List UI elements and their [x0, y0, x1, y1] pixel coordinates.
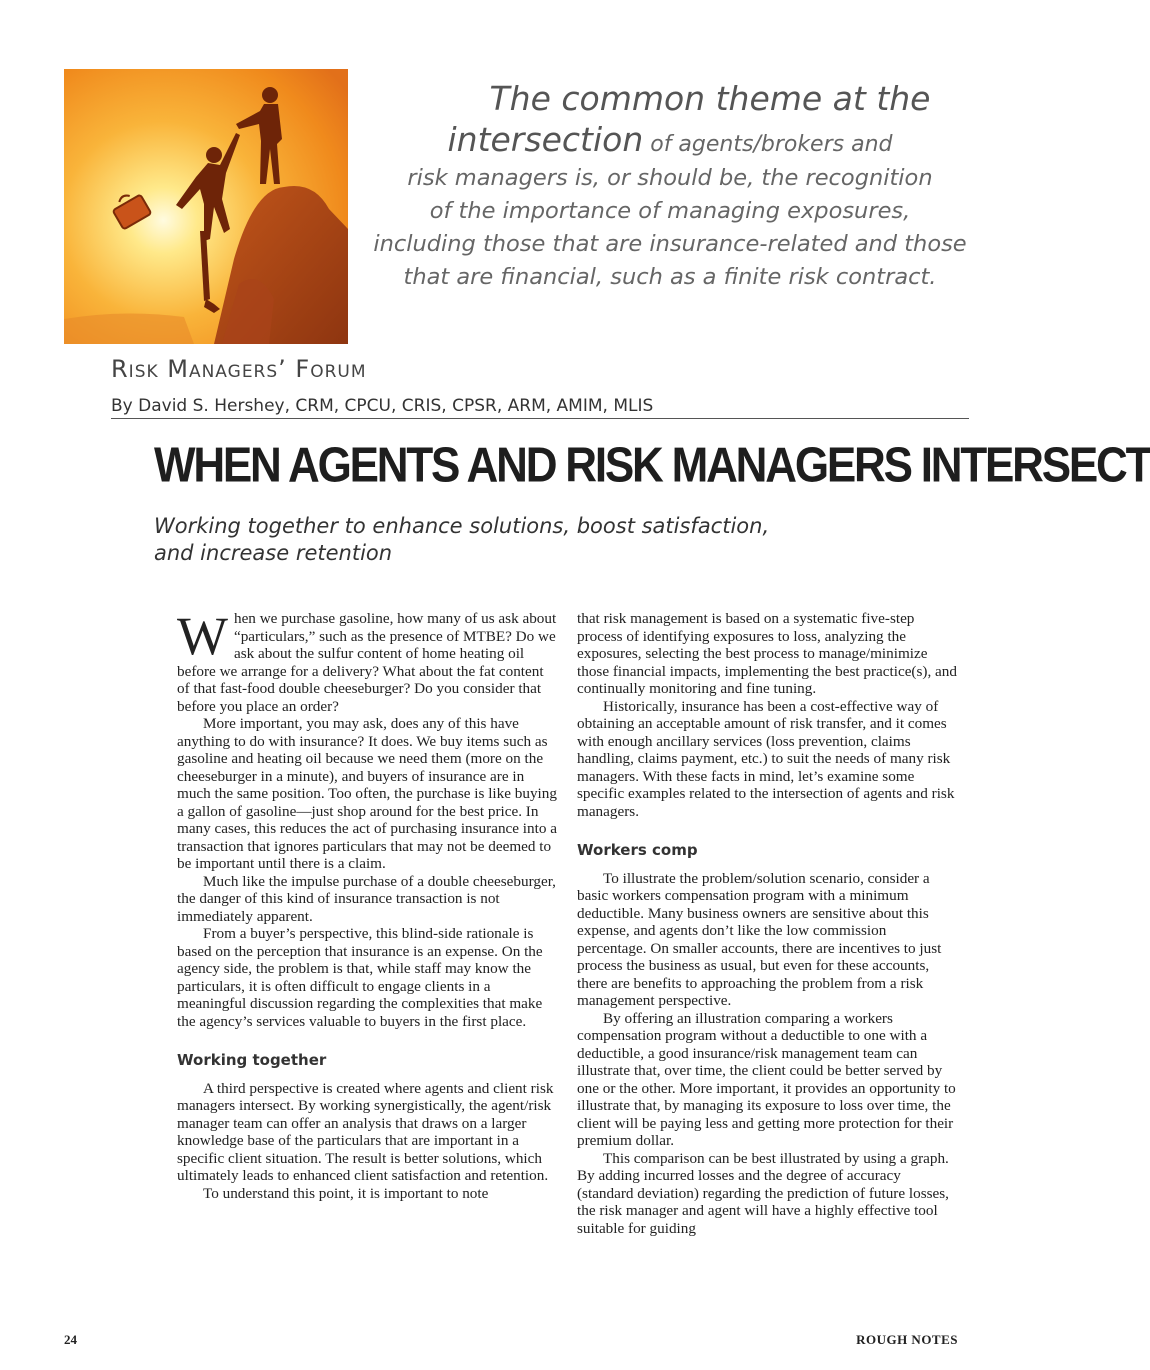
- section-title: Risk Managers’ Forum: [111, 355, 367, 383]
- pull-quote-line: of the importance of managing exposures,: [429, 198, 911, 224]
- drop-cap: W: [177, 606, 228, 666]
- publication-name: ROUGH NOTES: [856, 1332, 958, 1347]
- page-number: 24: [64, 1332, 77, 1347]
- pull-quote-line: that are financial, such as a finite risk contract.: [403, 264, 937, 290]
- paragraph: To understand this point, it is important to note: [203, 1184, 489, 1202]
- paragraph: This comparison can be best illustrated by using a graph. By adding incurred losses and the degree of accuracy (standard deviation) regarding the prediction of future losses, the risk manager and agent will have a highly effective tool suitable for guiding: [577, 1149, 949, 1237]
- pull-quote-line: risk managers is, or should be, the recognition: [407, 165, 933, 191]
- subheading-workers-comp: Workers comp: [577, 841, 698, 859]
- pull-quote: [370, 80, 970, 294]
- subheading-working-together: Working together: [177, 1051, 327, 1069]
- paragraph: A third perspective is created where agents and client risk managers intersect. By working synergistically, the agent/risk manager team can offer an analysis that draws on a larger knowledge base of the particulars that are important in a specific client situation. The result is better solutions, which ultimately leads to enhanced client satisfaction and retention.: [177, 1079, 554, 1184]
- paragraph: To illustrate the problem/solution scenario, consider a basic workers compensation program with a minimum deductible. Many business owners are sensitive about this expense, and agents don’t like the low commission percentage. On smaller accounts, there are incentives to just process the business as usual, but even for these accounts, there are benefits to approaching the problem from a risk management perspective.: [577, 869, 942, 1009]
- hero-image: [64, 69, 348, 344]
- byline: By David S. Hershey, CRM, CPCU, CRIS, CPSR, ARM, AMIM, MLIS: [111, 396, 969, 419]
- climbers-illustration: [64, 69, 348, 344]
- article-subhead: Working together to enhance solutions, boost satisfaction, and increase retention: [154, 514, 770, 565]
- paragraph: that risk management is based on a systematic five-step process of identifying exposures to loss, analyzing the exposures, selecting the best process to manage/minimize those financial impacts, implementing the best practice(s), and continually monitoring and fine tuning.: [577, 610, 957, 697]
- left-column: [177, 606, 557, 1202]
- pull-quote-second-line: intersection of agents/brokers and: [447, 120, 893, 159]
- article-headline: WHEN AGENTS AND RISK MANAGERS INTERSECT: [154, 438, 1150, 493]
- right-column: [577, 610, 957, 1237]
- paragraph: From a buyer’s perspective, this blind-side rationale is based on the perception that insurance is an expense. On the agency side, the problem is that, while staff may know the particulars, it is often difficult to engage clients in a meaningful discussion regarding the complexities that make the agency’s services valuable to buyers in the first place.: [177, 925, 543, 1030]
- paragraph: Much like the impulse purchase of a double cheeseburger, the danger of this kind of insurance transaction is not immediately apparent.: [177, 872, 556, 925]
- pull-quote-line: including those that are insurance-related and those: [373, 231, 967, 257]
- paragraph: Historically, insurance has been a cost-effective way of obtaining an acceptable amount of risk transfer, and it comes with enough ancillary services (loss prevention, claims handling, claims payment, etc.) to suit the needs of many risk managers. With these facts in mind, let’s examine some specific examples related to the intersection of agents and risk managers.: [577, 697, 955, 820]
- paragraph: When we purchase gasoline, how many of us ask about “particulars,” such as the presence of MTBE? Do we ask about the sulfur content of home heating oil before we arrange for a delivery? What about the fat content of that fast-food double cheeseburger? Do you consider that before you place an order?: [177, 606, 557, 715]
- paragraph: More important, you may ask, does any of this have anything to do with insurance? It does. We buy items such as gasoline and heating oil because we need them (more on the cheeseburger in a minute), and buyers of insurance are in much the same position. Too often, the purchase is like buying a gallon of gasoline—just shop around for the best price. In many cases, this reduces the act of purchasing insurance into a transaction that ignores particulars that may not be deemed to be important until there is a claim.: [177, 715, 557, 872]
- paragraph: By offering an illustration comparing a workers compensation program without a deductible to one with a deductible, a good insurance/risk management team can illustrate that, over time, the client could be better served by one or the other. More important, it provides an opportunity to illustrate that, by managing its exposure to loss over time, the client will be paying less and getting more protection for their premium dollar.: [577, 1009, 956, 1149]
- pull-quote-lead: The common theme at the: [489, 79, 931, 118]
